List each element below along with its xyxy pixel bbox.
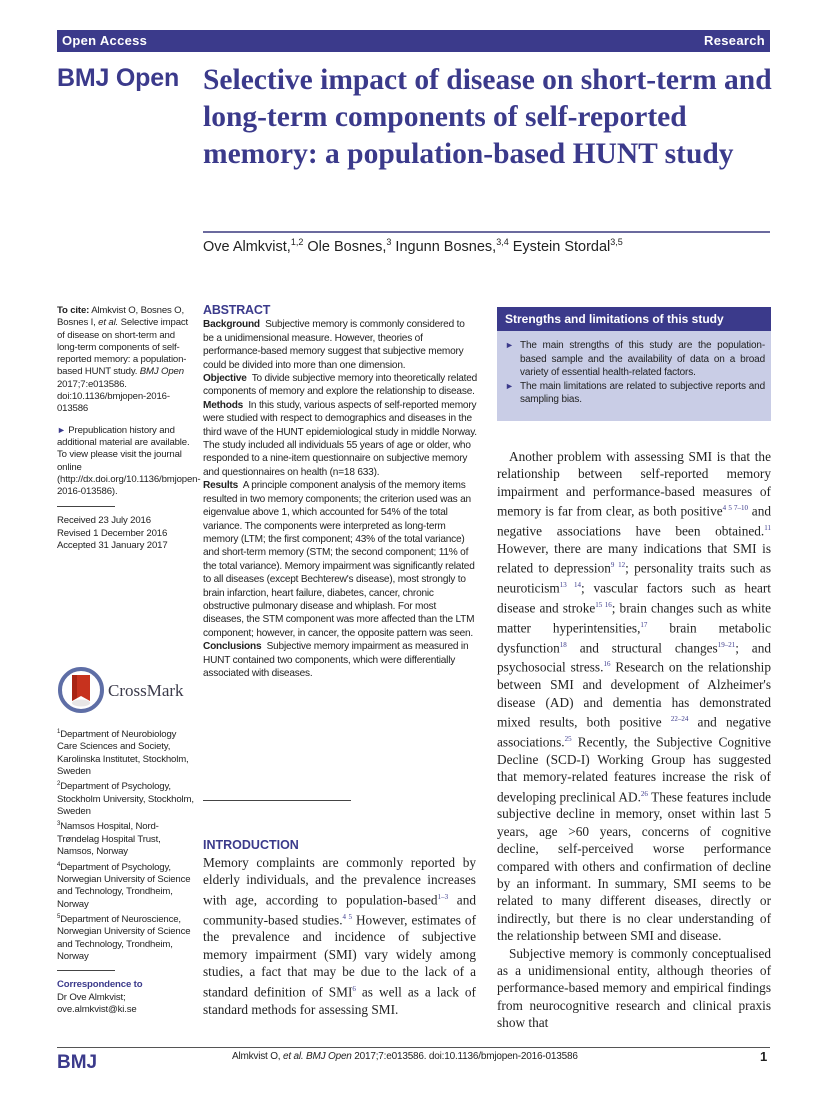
strengths-heading: Strengths and limitations of this study — [497, 307, 771, 331]
reference-link[interactable]: 16 — [603, 660, 611, 669]
author-affiliation: 1,2 — [290, 237, 304, 247]
author[interactable]: Ole Bosnes,$^3$ — [307, 237, 392, 255]
article-type-label: Research — [704, 33, 765, 48]
prepublication-link[interactable]: Prepublication history and additional material are available. To view please visit the journal online (http://dx.doi.org/10.1136/bmjopen-2016-013586). — [57, 424, 201, 498]
bmj-logo: BMJ — [57, 1052, 98, 1073]
strengths-limitations-box — [497, 307, 771, 421]
correspondence-email[interactable]: ove.almkvist@ki.se — [57, 1003, 137, 1015]
body-text: brain metabolic dysfunction — [497, 620, 771, 656]
strengths-item: ► The main limitations are related to subjective reports and sampling bias. — [505, 380, 765, 405]
abstract-divider — [203, 800, 351, 801]
sidebar — [57, 305, 201, 552]
reference-link[interactable]: 4 5 7–10 — [722, 504, 749, 513]
author[interactable]: Ove Almkvist,$^{1,2}$ — [203, 237, 304, 255]
abstract-section: Conclusions Subjective memory impairment as measured in HUNT contained two components, which were differentially associated with diseases. — [203, 641, 469, 679]
author-affiliation: 3,5 — [610, 237, 623, 247]
affiliation-item: $^1$Department of Neurobiology Care Sciences and Society, Karolinska Institutet, Stockholm, Sweden — [57, 729, 189, 778]
footer-divider — [57, 1047, 770, 1048]
citation-doi[interactable]: 2017;7:e013586. doi:10.1136/bmjopen-2016-013586 — [57, 378, 170, 415]
article-title: Selective impact of disease on short-term and long-term components of self-reported memory: a population-based HUNT study — [203, 64, 772, 170]
strengths-list — [505, 339, 765, 407]
received-date: Received 23 July 2016 — [57, 515, 151, 527]
body-text: ; and psychosocial stress. — [497, 640, 772, 675]
prepublication-note — [57, 424, 201, 499]
correspondence-name: Dr Ove Almkvist; — [57, 991, 126, 1003]
body-text: ; vascular factors such as heart disease and stroke — [497, 580, 772, 616]
introduction-paragraph: Memory complaints are commonly reported by elderly individuals, and the prevalence increases with age, according to population-based$^{1-3}$ and community-based studies.$^{4 5}$ However, estimates of the prevalence and incidence of subjective memory impairment (SMI) vary widely among studies, a fact that may be due to the lack of a standard definition of SMI$^6$ as well as a lack of standard methods for assessing SMI. — [203, 855, 477, 1017]
body-text: and negative associations. — [497, 714, 771, 750]
citation-block: To cite: Almkvist O, Bosnes O, Bosnes I, et al. Selective impact of disease on short-term and long-term components of self-reported memory: a population-based HUNT study. BMJ Open 2017;7:e013586. doi:10.1136/bmjopen-2016-013586 — [57, 305, 189, 415]
reference-link[interactable]: 13 14 — [559, 581, 581, 590]
reference-link[interactable]: 9 12 — [610, 561, 626, 570]
revised-date: Revised 1 December 2016 — [57, 527, 168, 539]
reference-link[interactable]: 17 — [640, 620, 648, 629]
reference-link[interactable]: 11 — [764, 524, 771, 533]
crossmark-icon — [58, 667, 104, 713]
introduction-heading: INTRODUCTION — [203, 838, 299, 852]
footer-citation: Almkvist O, et al. BMJ Open 2017;7:e013586. doi:10.1136/bmjopen-2016-013586 — [232, 1051, 578, 1062]
crossmark-button[interactable] — [58, 667, 198, 717]
affiliation-item: $^2$Department of Psychology, Stockholm University, Stockholm, Sweden — [57, 781, 194, 818]
body-paragraph: Subjective memory is commonly conceptualised as a unidimensional entity, although theories of performance-based memory and empirical findings from neurocognitive research and clinical praxis show that — [497, 945, 771, 1031]
author[interactable]: Ingunn Bosnes,$^{3,4}$ — [395, 237, 509, 255]
reference-link[interactable]: 25 — [564, 734, 572, 743]
author-affiliation: 3 — [386, 237, 392, 247]
body-text: However, there are many indications that SMI is related to depression — [497, 540, 771, 576]
body-text: and structural changes — [566, 640, 718, 656]
title-divider — [203, 231, 770, 233]
body-text: These features include subjective decline in memory, onset within last 5 years, age >60 years, concerns of cognitive decline, self-perceived worse performance compared with others and confirmation of decline by an informant. In summary, SMI seems to be related to many different diseases, directly or indirectly, but there is no clear understanding of the relationship between SMI and disease. — [497, 788, 771, 944]
abstract-section: Methods In this study, various aspects of self-reported memory were studied with respect to demographics and diseases in the third wave of the HUNT epidemiological study in middle Norway. The study included all individuals 55 years of age or older, who responded to a nine-item questionnaire on subjective memory and questionnaires on health (n=18 633). — [203, 399, 477, 478]
abstract-section: Background Subjective memory is commonly considered to be a unidimensional measure. However, theories of performance-based memory suggest that subjective memory could be divided into more than one dimension. — [203, 319, 465, 371]
arrow-right-icon: ► — [57, 424, 66, 435]
reference-link[interactable]: 4 5 — [342, 912, 352, 921]
body-paragraph — [497, 448, 771, 945]
accepted-date: Accepted 31 January 2017 — [57, 540, 168, 552]
author-list — [203, 237, 623, 255]
affiliation-item: $^4$Department of Psychology, Norwegian University of Science and Technology, Trondheim, Norway — [57, 861, 191, 910]
body-text-column — [497, 448, 771, 1032]
reference-link[interactable]: 18 — [559, 640, 567, 649]
reference-link[interactable]: 19–21 — [717, 640, 736, 649]
abstract-section: Results A principle component analysis of the memory items resulted in two memory components; the criterion used was an eigenvalue above 1, which accounted for 54% of the total variance. The components were interpreted as long-term memory (LTM; the first component; 43% of the total variance) and short-term memory (STM; the second component; 11% of the total variance). Memory impairment was significantly related to all diseases (except Bechterew's disease), most strongly to brain infarction, heart failure, diabetes, cancer, chronic obstructive pulmonary disease and whiplash. For most diseases, the STM component was more affected than the LTM component; however, in cancer, the opposite pattern was seen. — [203, 480, 475, 639]
body-text: Research on the relationship between SMI and development of Alzheimer's disease (AD) and dementia has demonstrated mixed results, both positive — [497, 659, 771, 730]
abstract-section: Objective To divide subjective memory into theoretically related components of memory and explore the relationship to disease. — [203, 373, 478, 398]
body-text: ; brain changes such as white matter hyperintensities, — [497, 600, 772, 636]
strengths-item: ► The main strengths of this study are the population-based sample and the availability of data on a broad variety of essential health-related factors. — [505, 340, 765, 378]
journal-logo: BMJ Open — [57, 64, 180, 92]
reference-link[interactable]: 1–3 — [437, 892, 449, 901]
sidebar-divider — [57, 506, 115, 507]
reference-link[interactable]: 26 — [640, 789, 648, 798]
affiliations — [57, 726, 197, 1016]
correspondence-heading: Correspondence to — [57, 979, 143, 991]
abstract-heading: ABSTRACT — [203, 303, 271, 317]
body-text: and negative associations have been obtained. — [497, 503, 772, 539]
page-number: 1 — [760, 1049, 768, 1064]
affiliation-item: $^5$Department of Neuroscience, Norwegian University of Science and Technology, Trondheim, Norway — [57, 913, 191, 962]
author[interactable]: Eystein Stordal$^{3,5}$ — [512, 237, 623, 255]
reference-link[interactable]: 15 16 — [595, 600, 612, 609]
author-affiliation: 3,4 — [496, 237, 509, 247]
sidebar-divider — [57, 970, 115, 971]
arrow-right-icon: ► — [505, 380, 514, 391]
open-access-label: Open Access — [62, 33, 148, 48]
arrow-right-icon: ► — [505, 340, 514, 350]
journal-header-bar — [57, 30, 770, 52]
affiliation-item: $^3$Namsos Hospital, Nord-Trøndelag Hospital Trust, Namsos, Norway — [57, 821, 161, 858]
body-text: Recently, the Subjective Cognitive Decline (SCD-I) Working Group has suggested that memory-related features increase the risk of developing preclinical AD. — [497, 734, 771, 804]
body-text: ; personality traits such as neuroticism — [497, 560, 772, 596]
reference-link[interactable]: 22–24 — [670, 715, 689, 724]
reference-link[interactable]: 6 — [352, 984, 356, 993]
abstract — [203, 304, 478, 680]
crossmark-label: CrossMark — [108, 681, 184, 700]
body-text: Another problem with assessing SMI is that the relationship between self-reported memory impairment and performance-based measures of memory is far from clear, as both positive — [497, 449, 771, 519]
